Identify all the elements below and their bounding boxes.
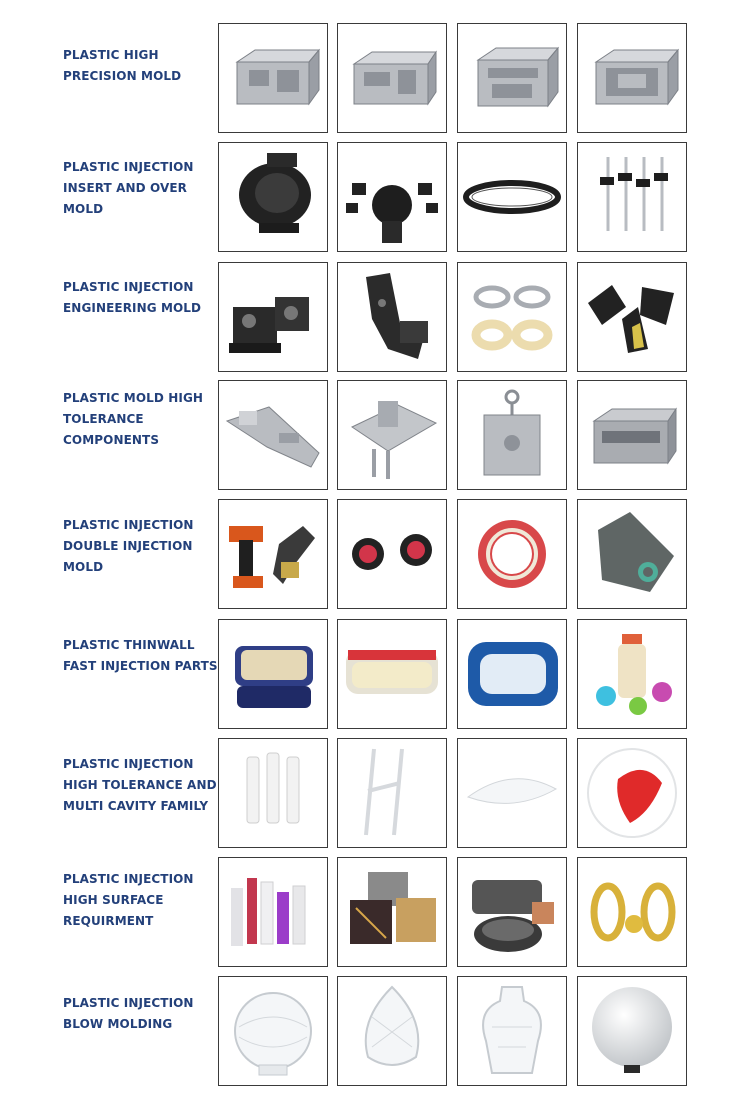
- product-thumbnail[interactable]: [457, 380, 567, 490]
- clear-lens-icon: [458, 739, 566, 847]
- product-thumbnail[interactable]: [457, 738, 567, 848]
- clear-rods-icon: [338, 739, 446, 847]
- mold-block-icon: [458, 24, 566, 132]
- mold-block-icon: [578, 381, 686, 489]
- product-thumbnail[interactable]: [337, 976, 447, 1086]
- product-thumbnail[interactable]: [577, 380, 687, 490]
- row-label: PLASTIC HIGH PRECISION MOLD: [63, 48, 182, 83]
- frosted-globe-icon: [578, 977, 686, 1085]
- product-thumbnail[interactable]: [218, 857, 328, 967]
- product-thumbnail[interactable]: [457, 499, 567, 609]
- decor-panels-icon: [338, 858, 446, 966]
- product-thumbnail[interactable]: [337, 738, 447, 848]
- product-thumbnail[interactable]: [457, 857, 567, 967]
- syringe-icon: [219, 739, 327, 847]
- catalog-row-insert-over-mold: [0, 142, 750, 252]
- baby-bottle-icon: [578, 620, 686, 728]
- black-housing-icon: [219, 143, 327, 251]
- blue-tub-icon: [458, 620, 566, 728]
- product-thumbnail[interactable]: [337, 619, 447, 729]
- catalog-row-double-injection-mold: [0, 499, 750, 609]
- tub-container-icon: [219, 620, 327, 728]
- product-thumbnail[interactable]: [337, 23, 447, 133]
- catalog-row-engineering-mold: [0, 262, 750, 372]
- row-label: PLASTIC INJECTION ENGINEERING MOLD: [63, 280, 202, 315]
- mold-block-icon: [578, 24, 686, 132]
- frame-pieces-icon: [578, 263, 686, 371]
- connector-parts-icon: [338, 143, 446, 251]
- product-thumbnail[interactable]: [218, 976, 328, 1086]
- green-cover-icon: [578, 500, 686, 608]
- round-caps-icon: [338, 500, 446, 608]
- product-thumbnail[interactable]: [337, 142, 447, 252]
- product-thumbnail[interactable]: [218, 619, 328, 729]
- oval-frame-icon: [458, 143, 566, 251]
- product-thumbnail[interactable]: [577, 142, 687, 252]
- catalog-row-blow-molding: [0, 976, 750, 1086]
- metal-pins-icon: [578, 143, 686, 251]
- product-thumbnail[interactable]: [218, 380, 328, 490]
- compact-case-icon: [458, 858, 566, 966]
- product-thumbnail[interactable]: [577, 619, 687, 729]
- glass-globe-icon: [219, 977, 327, 1085]
- product-thumbnail[interactable]: [218, 262, 328, 372]
- catalog-row-high-tolerance-components: [0, 380, 750, 490]
- product-thumbnail[interactable]: [218, 142, 328, 252]
- product-thumbnail[interactable]: [457, 23, 567, 133]
- product-thumbnail[interactable]: [457, 619, 567, 729]
- mold-block-icon: [219, 24, 327, 132]
- slider-part-icon: [219, 381, 327, 489]
- black-block-icon: [219, 263, 327, 371]
- product-thumbnail[interactable]: [337, 857, 447, 967]
- catalog-row-precision-mold: [0, 23, 750, 133]
- row-label: PLASTIC INJECTION HIGH TOLERANCE AND MULTI CAVITY FAMILY: [63, 757, 217, 813]
- row-label: PLASTIC INJECTION HIGH SURFACE REQUIRMENT: [63, 872, 194, 928]
- product-thumbnail[interactable]: [337, 380, 447, 490]
- row-label: PLASTIC INJECTION DOUBLE INJECTION MOLD: [63, 518, 194, 574]
- product-thumbnail[interactable]: [577, 262, 687, 372]
- product-thumbnail[interactable]: [577, 976, 687, 1086]
- tool-handle-icon: [219, 500, 327, 608]
- glass-lantern-icon: [458, 977, 566, 1085]
- catalog-row-high-surface: [0, 857, 750, 967]
- product-thumbnail[interactable]: [577, 23, 687, 133]
- product-thumbnail[interactable]: [457, 262, 567, 372]
- glass-cone-icon: [338, 977, 446, 1085]
- product-thumbnail[interactable]: [218, 499, 328, 609]
- product-thumbnail[interactable]: [577, 857, 687, 967]
- red-ring-icon: [458, 500, 566, 608]
- gold-rings-icon: [578, 858, 686, 966]
- red-lens-icon: [578, 739, 686, 847]
- product-thumbnail[interactable]: [457, 976, 567, 1086]
- product-thumbnail[interactable]: [218, 738, 328, 848]
- mold-block-icon: [338, 24, 446, 132]
- product-thumbnail[interactable]: [337, 499, 447, 609]
- row-label: PLASTIC MOLD HIGH TOLERANCE COMPONENTS: [63, 391, 204, 447]
- rings-icon: [458, 263, 566, 371]
- tub-container-icon: [338, 620, 446, 728]
- row-label: PLASTIC THINWALL FAST INJECTION PARTS: [63, 638, 218, 673]
- bracket-part-icon: [338, 263, 446, 371]
- catalog-row-thinwall-parts: [0, 619, 750, 729]
- catalog-row-multi-cavity-family: [0, 738, 750, 848]
- metal-plate-icon: [338, 381, 446, 489]
- row-label: PLASTIC INJECTION INSERT AND OVER MOLD: [63, 160, 194, 216]
- mold-with-hook-icon: [458, 381, 566, 489]
- product-thumbnail[interactable]: [457, 142, 567, 252]
- product-thumbnail[interactable]: [577, 738, 687, 848]
- product-thumbnail[interactable]: [337, 262, 447, 372]
- product-thumbnail[interactable]: [577, 499, 687, 609]
- cosmetic-tubes-icon: [219, 858, 327, 966]
- row-label: PLASTIC INJECTION BLOW MOLDING: [63, 996, 194, 1031]
- product-thumbnail[interactable]: [218, 23, 328, 133]
